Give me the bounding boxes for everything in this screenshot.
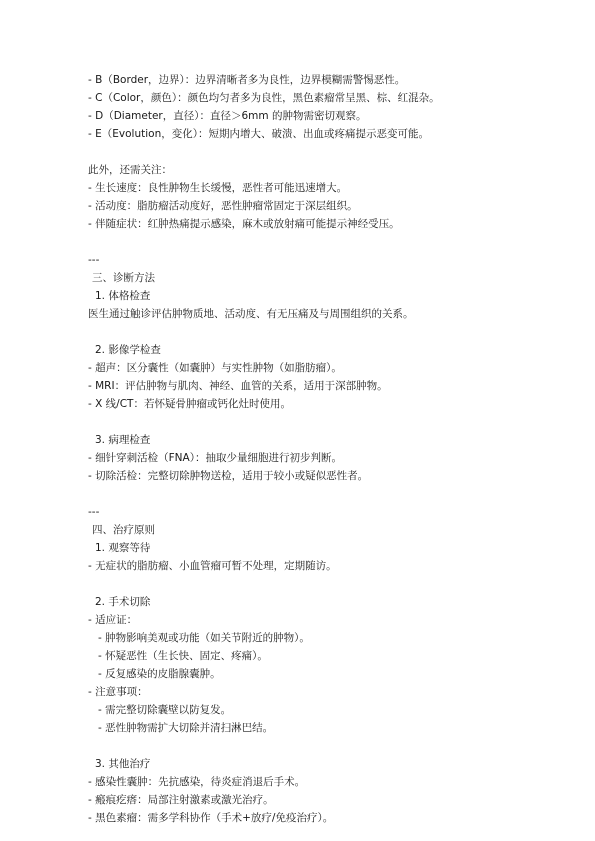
indication-item: - 怀疑恶性（生长快、固定、疼痛）。 [98, 650, 268, 662]
attention-item-growth: - 生长速度：良性肿物生长缓慢，恶性者可能迅速增大。 [88, 182, 348, 194]
physical-exam-text: 医生通过触诊评估肿物质地、活动度、有无压痛及与周围组织的关系。 [88, 308, 414, 320]
separator: --- [88, 506, 100, 518]
separator: --- [88, 254, 100, 266]
section-title-diagnosis: 三、诊断方法 [92, 272, 155, 284]
other-item-infected-cyst: - 感染性囊肿：先抗感染，待炎症消退后手术。 [88, 776, 306, 788]
imaging-item-mri: - MRI：评估肿物与肌肉、神经、血管的关系，适用于深部肿物。 [88, 380, 388, 392]
indication-item: - 肿物影响美观或功能（如关节附近的肿物）。 [98, 632, 310, 644]
observe-item: - 无症状的脂肪瘤、小血管瘤可暂不处理，定期随访。 [88, 560, 337, 572]
abcde-item-diameter: - D（Diameter，直径）：直径＞6mm 的肿物需密切观察。 [88, 110, 367, 122]
subsection-title-imaging: 2. 影像学检查 [95, 344, 161, 356]
abcde-item-border: - B（Border，边界）：边界清晰者多为良性，边界模糊需警惕恶性。 [88, 74, 406, 86]
subsection-title-observe: 1. 观察等待 [95, 542, 151, 554]
attention-item-symptoms: - 伴随症状：红肿热痛提示感染，麻木或放射痛可能提示神经受压。 [88, 218, 400, 230]
other-item-melanoma: - 黑色素瘤：需多学科协作（手术+放疗/免疫治疗）。 [88, 812, 334, 824]
pathology-item-excision: - 切除活检：完整切除肿物送检，适用于较小或疑似恶性者。 [88, 470, 369, 482]
subsection-title-surgery: 2. 手术切除 [95, 596, 151, 608]
imaging-item-ultrasound: - 超声：区分囊性（如囊肿）与实性肿物（如脂肪瘤）。 [88, 362, 342, 374]
surgery-indications-label: - 适应证： [88, 614, 138, 626]
subsection-title-other-treatment: 3. 其他治疗 [95, 758, 151, 770]
subsection-title-physical-exam: 1. 体格检查 [95, 290, 151, 302]
imaging-item-xray-ct: - X 线/CT：若怀疑骨肿瘤或钙化灶时使用。 [88, 398, 291, 410]
also-attention-heading: 此外，还需关注： [88, 164, 172, 176]
note-item: - 恶性肿物需扩大切除并清扫淋巴结。 [98, 722, 274, 734]
abcde-item-evolution: - E（Evolution，变化）：短期内增大、破溃、出血或疼痛提示恶变可能。 [88, 128, 429, 140]
note-item: - 需完整切除囊壁以防复发。 [98, 704, 232, 716]
attention-item-mobility: - 活动度：脂肪瘤活动度好，恶性肿瘤常固定于深层组织。 [88, 200, 358, 212]
pathology-item-fna: - 细针穿刺活检（FNA）：抽取少量细胞进行初步判断。 [88, 452, 342, 464]
abcde-item-color: - C（Color，颜色）：颜色均匀者多为良性，黑色素瘤常呈黑、棕、红混杂。 [88, 92, 440, 104]
surgery-notes-label: - 注意事项： [88, 686, 148, 698]
section-title-treatment: 四、治疗原则 [92, 524, 155, 536]
other-item-keloid: - 瘢痕疙瘩：局部注射激素或激光治疗。 [88, 794, 274, 806]
indication-item: - 反复感染的皮脂腺囊肿。 [98, 668, 221, 680]
subsection-title-pathology: 3. 病理检查 [95, 434, 151, 446]
